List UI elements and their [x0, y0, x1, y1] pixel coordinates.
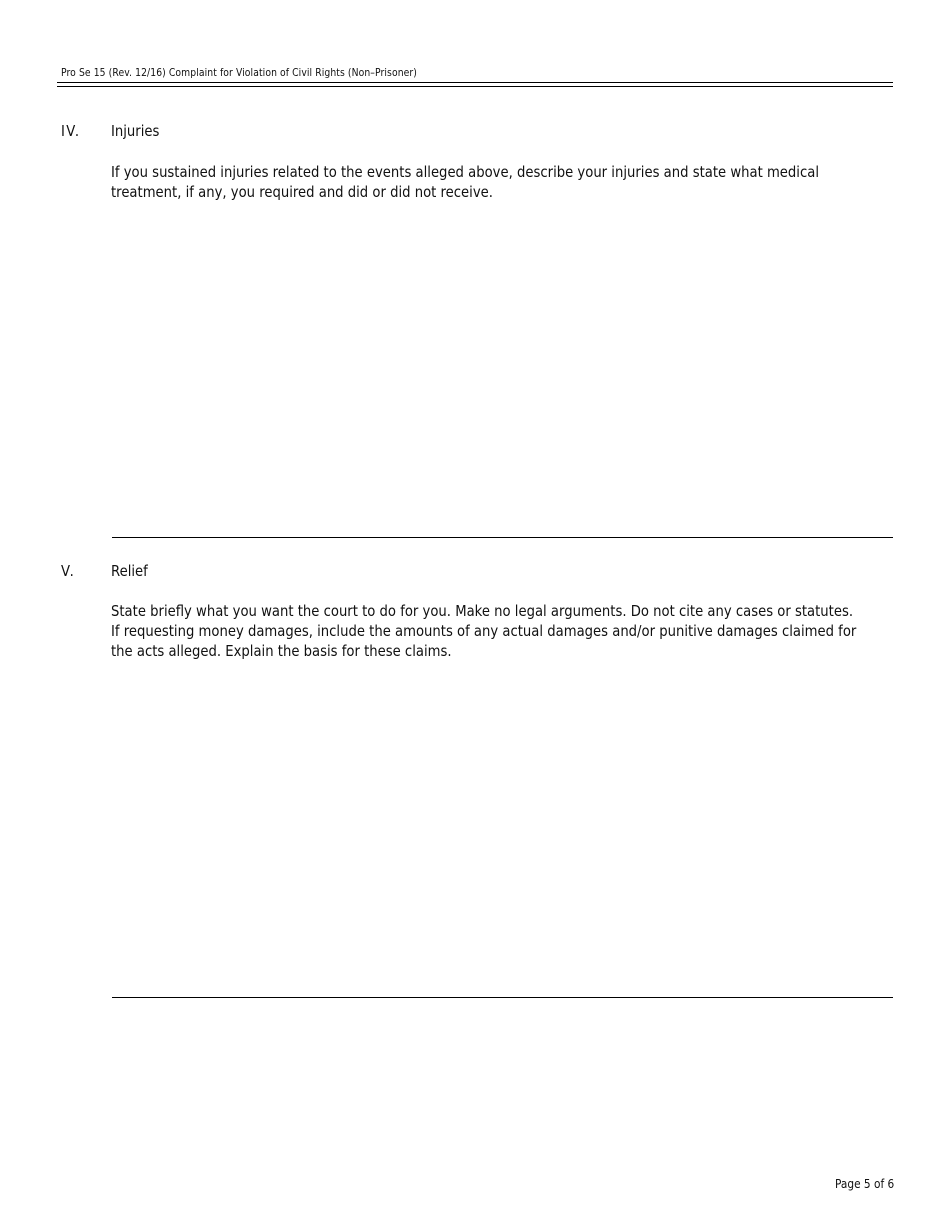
- section-number: IV.: [61, 122, 81, 140]
- relief-response-field[interactable]: [111, 670, 893, 990]
- injuries-response-field[interactable]: [111, 210, 893, 530]
- section-instructions: [111, 601, 885, 661]
- instruction-line: the acts alleged. Explain the basis for these claims.: [111, 642, 452, 660]
- instruction-line: State briefly what you want the court to do for you. Make no legal arguments. Do not cite any cases or statutes.: [111, 602, 854, 620]
- section-title: Relief: [111, 562, 148, 580]
- header-double-rule: [57, 82, 893, 87]
- section-instructions: [111, 162, 885, 202]
- section-title: Injuries: [111, 122, 160, 140]
- injuries-answer-line: [112, 537, 893, 538]
- section-number: V.: [61, 562, 76, 580]
- instruction-line: treatment, if any, you required and did or did not receive.: [111, 183, 493, 201]
- instruction-line: If you sustained injuries related to the events alleged above, describe your injuries and state what medical: [111, 163, 819, 181]
- instruction-line: If requesting money damages, include the amounts of any actual damages and/or punitive damages claimed for: [111, 622, 857, 640]
- page-number: Page 5 of 6: [835, 1177, 895, 1191]
- relief-answer-line: [112, 997, 893, 998]
- form-title: Pro Se 15 (Rev. 12/16) Complaint for Violation of Civil Rights (Non–Prisoner): [61, 67, 418, 79]
